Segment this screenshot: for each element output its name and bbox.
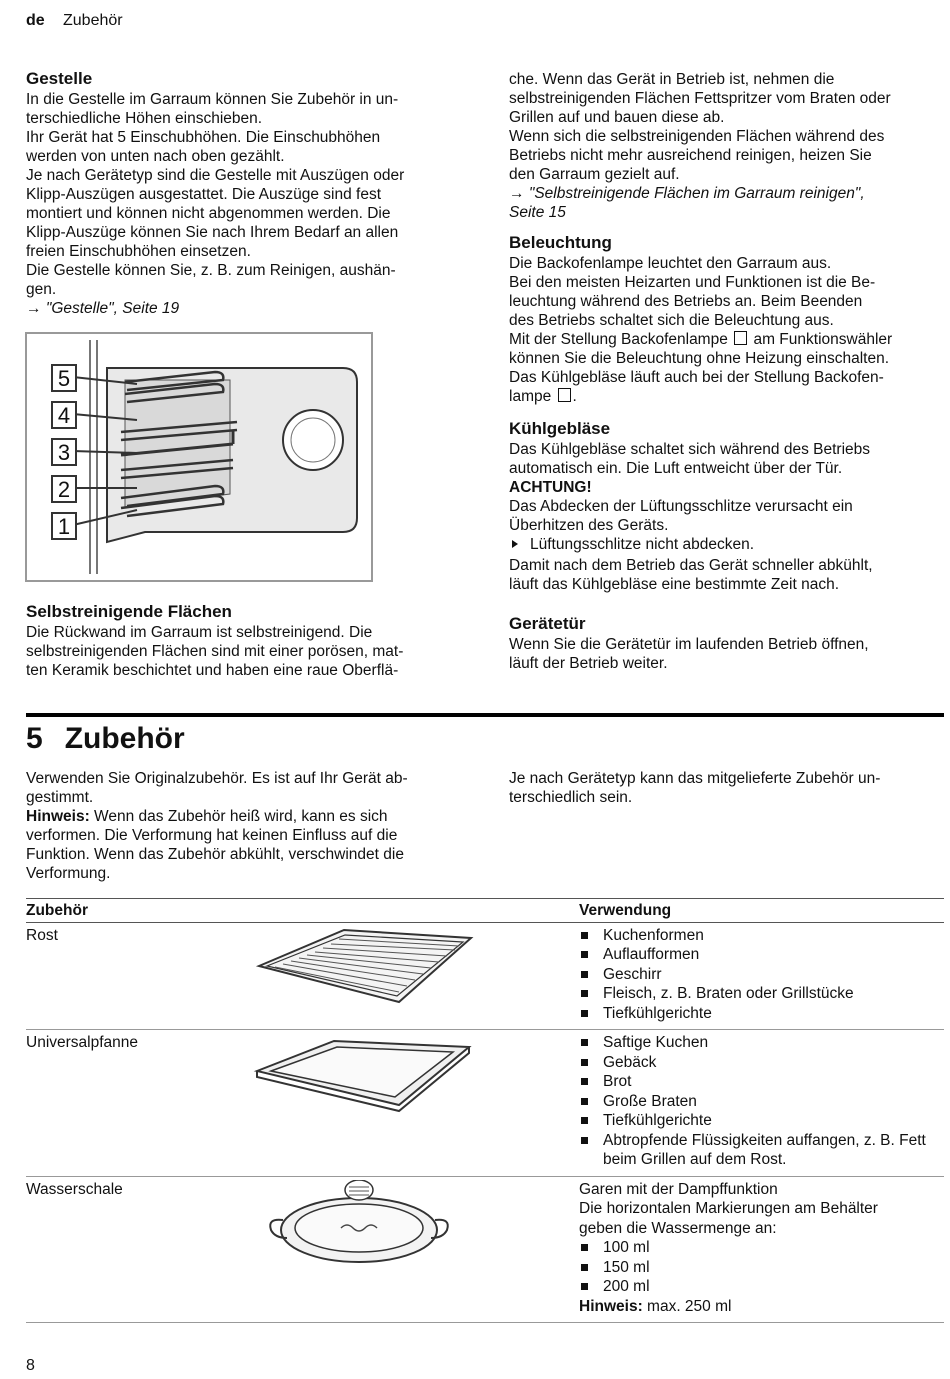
heading-geraetetuer: Gerätetür [509,614,586,633]
beleuchtung-text: Die Backofenlampe leuchtet den Garraum aus. Bei den meisten Heizarten und Funktionen ist die Be- leuchtung während des Betriebs an. Beim Beenden des Betriebs schaltet sich die Beleuchtung aus. Mit der Stellung Backofenlampe am Funktionswähler können Sie die Beleuchtung ohne Heizung einschalten. Das Kühlgebläse läuft auch bei der Stellung Backofen- lampe . [509,255,893,405]
section-beleuchtung [509,232,945,406]
list-item: Tiefkühlgerichte [579,1111,944,1131]
selbst-text: Die Rückwand im Garraum ist selbstreinigend. Die selbstreinigenden Flächen sind mit einer porösen, mat- ten Keramik beschichtet und haben eine raue Oberflä- [26,624,404,679]
accessory-image-cell [249,1030,579,1177]
heading-beleuchtung: Beleuchtung [509,233,612,252]
running-header-section: Zubehör [63,12,123,29]
accessory-name: Universalpfanne [26,1030,249,1177]
section-kuehlgeblaese [509,418,945,594]
list-item: 100 ml [579,1238,944,1258]
warning-text: Das Abdecken der Lüftungsschlitze verursacht ein Überhitzen des Geräts. [509,498,853,534]
oven-lamp-icon [558,388,571,402]
chapter-intro-text: Verwenden Sie Originalzubehör. Es ist auf Ihr Gerät ab- gestimmt. [26,770,408,806]
list-item: Tiefkühlgerichte [579,1004,944,1024]
column-header-zubehoer: Zubehör [26,899,579,923]
list-item: Abtropfende Flüssigkeiten auffangen, z. B. Fett beim Grillen auf dem Rost. [579,1131,944,1170]
page-number: 8 [26,1357,35,1374]
heading-selbstreinigend: Selbstreinigende Flächen [26,602,232,621]
oven-rack-diagram [25,332,373,582]
table-row [26,922,944,1030]
chapter-divider [26,713,944,717]
chapter-title: 5 Zubehör [26,722,185,755]
list-item: Auflaufformen [579,945,944,965]
rack-level-label: 5 [57,366,71,391]
accessory-name: Wasserschale [26,1176,249,1323]
heading-kuehlgeblaese: Kühlgebläse [509,419,611,438]
kuehl-text: Das Kühlgebläse schaltet sich während des Betriebs automatisch ein. Die Luft entweicht über der Tür. [509,441,871,477]
selbst-text-cont: che. Wenn das Gerät in Betrieb ist, nehmen die selbstreinigenden Flächen Fettspritzer vom Braten oder Grillen auf und bauen diese ab. Wenn sich die selbstreinigenden Flächen während des Betriebs nicht mehr ausreichend reinigen, heizen Sie den Garraum gezielt auf. [509,71,891,183]
chapter-note: Hinweis: Wenn das Zubehör heiß wird, kann es sich verformen. Die Verformung hat keinen Einfluss auf die Funktion. Wenn das Zubehör abkühlt, verschwindet die Verformung. [26,808,404,882]
water-tray-illustration [249,1180,479,1270]
section-selbstreinigend [26,601,456,680]
chapter-intro-right-text: Je nach Gerätetyp kann das mitgelieferte Zubehör un- terschiedlich sein. [509,770,881,806]
list-item: Gebäck [579,1053,944,1073]
chapter-intro-right [509,769,945,807]
wire-rack-illustration [249,926,479,1006]
table-row [26,1176,944,1323]
list-item: Brot [579,1072,944,1092]
selbst-reference-link[interactable]: → "Selbstreinigende Flächen im Garraum reinigen", Seite 15 [509,185,865,221]
language-code: de [26,12,45,29]
oven-lamp-icon [734,331,747,345]
gestelle-text: In die Gestelle im Garraum können Sie Zubehör in un- terschiedliche Höhen einschieben. Ihr Gerät hat 5 Einschubhöhen. Die Einschubhöhen werden von unten nach oben gezählt. Je nach Gerätetyp sind die Gestelle mit Auszügen oder Klipp-Auszügen ausgestattet. Die Auszüge sind fest montiert und können nicht abgenommen werden. Die Klipp-Auszüge können Sie nach Ihrem Bedarf an allen freien Einschubhöhen einsetzen. Die Gestelle können Sie, z. B. zum Reinigen, aushän- gen. [26,91,405,298]
usage-list [579,1238,944,1297]
accessory-image-cell [249,922,579,1030]
usage-cell [579,1030,944,1177]
oven-rack-illustration [25,332,373,582]
table-row [26,1030,944,1177]
kuehl-after-text: Damit nach dem Betrieb das Gerät schneller abkühlt, läuft das Kühlgebläse eine bestimmte Zeit nach. [509,557,873,593]
usage-list [579,1033,944,1170]
section-geraetetuer [509,613,945,673]
rack-level-label: 1 [57,514,71,539]
accessory-table [26,898,944,1323]
table-header-row [26,899,944,923]
list-item: 200 ml [579,1277,944,1297]
rack-level-label: 2 [57,477,71,502]
tuer-text: Wenn Sie die Gerätetür im laufenden Betrieb öffnen, läuft der Betrieb weiter. [509,636,869,672]
list-item: Geschirr [579,965,944,985]
list-item: Saftige Kuchen [579,1033,944,1053]
action-triangle-icon [512,540,518,548]
accessory-image-cell [249,1176,579,1323]
section-gestelle [26,68,456,318]
rack-level-label: 3 [57,440,71,465]
accessory-name: Rost [26,922,249,1030]
gestelle-reference-link[interactable]: → "Gestelle", Seite 19 [26,300,180,317]
rack-level-label: 4 [57,403,71,428]
list-item: Kuchenformen [579,926,944,946]
usage-intro: Garen mit der Dampffunktion Die horizontalen Markierungen am Behälter geben die Wassermenge an: [579,1180,878,1237]
action-step: Lüftungsschlitze nicht abdecken. [509,535,945,554]
chapter-intro-left [26,769,456,883]
usage-note: Hinweis: max. 250 ml [579,1297,732,1315]
heading-gestelle: Gestelle [26,69,93,88]
list-item: 150 ml [579,1258,944,1278]
column-header-verwendung: Verwendung [579,899,944,923]
list-item: Große Braten [579,1092,944,1112]
section-selbst-continued [509,70,945,222]
usage-cell [579,1176,944,1323]
usage-cell [579,922,944,1030]
universal-pan-illustration [249,1033,479,1113]
warning-label: ACHTUNG! [509,479,592,496]
usage-list [579,926,944,1024]
list-item: Fleisch, z. B. Braten oder Grillstücke [579,984,944,1004]
